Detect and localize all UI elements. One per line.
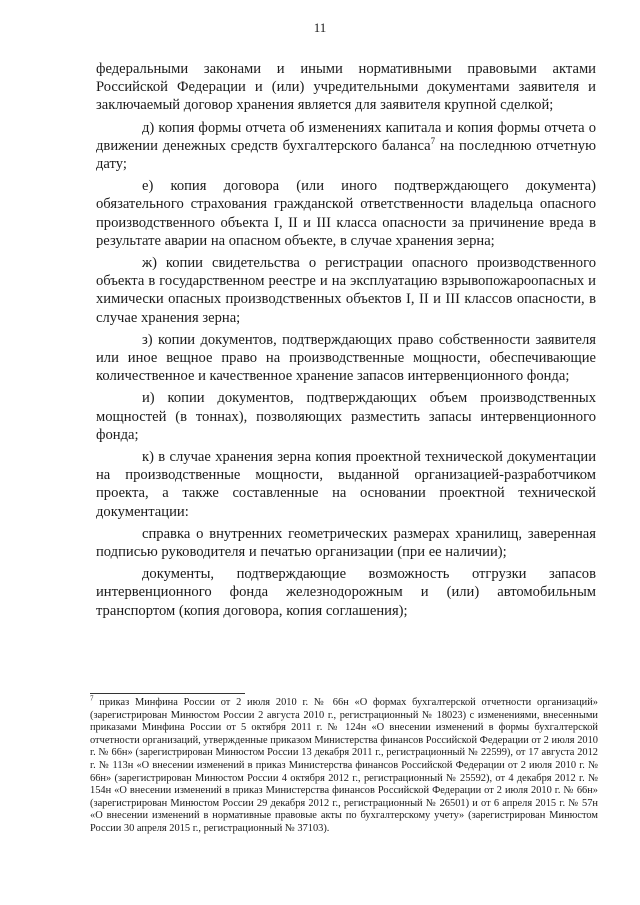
footnote-marker: 7 <box>90 694 94 703</box>
footnote-divider <box>90 693 245 694</box>
paragraph-subitem-spravka: справка о внутренних геометрических размерах хранилищ, заверенная подписью руководителя и печатью организации (при ее наличии); <box>96 525 596 561</box>
paragraph-item-k: к) в случае хранения зерна копия проектной технической документации на производственные мощности, выданной организацией-разработчиком проекта, а также составленные на основании проектной технической документации: <box>96 449 596 520</box>
footnote-text: приказ Минфина России от 2 июля 2010 г. № 66н «О формах бухгалтерской отчетности организаций» (зарегистрирован Минюстом России 2 августа 2010 г., регистрационный № 18023) с изменениями, внесенными приказами Минфина России от 5 октября 2011 г. № 124н «О внесении изменений в формы бухгалтерской отчетности организаций, утвержденные приказом Министерства финансов Российской Федерации от 2 июля 2010 г. № 66н» (зарегистрирован Минюстом России 13 декабря 2011 г., регистрационный № 22599), от 17 августа 2012 г. № 113н «О внесении изменений в приказ Министерства финансов Российской Федерации от 2 июля 2010 г. № 66н» (зарегистрирован Минюстом России 4 октября 2012 г., регистрационный № 25592), от 4 декабря 2012 г. № 154н «О внесении изменений в приказ Министерства финансов Российской Федерации от 2 июля 2010 г. № 66н» (зарегистрирован Минюстом России 29 декабря 2012 г., регистрационный № 26501) и от 6 апреля 2015 г. № 57н «О внесении изменений в нормативные правовые акты по бухгалтерскому учету» (зарегистрирован Минюстом России 30 апреля 2015 г., регистрационный № 37103). <box>90 697 598 834</box>
paragraph-subitem-dokumenty: документы, подтверждающие возможность отгрузки запасов интервенционного фонда железнодорожным и (или) автомобильным транспортом (копия договора, копия соглашения); <box>96 566 596 619</box>
paragraph-item-d-text: д) копия формы отчета об изменениях капитала и копия формы отчета о движении денежных средств бухгалтерского баланса <box>96 119 596 154</box>
body-text <box>96 60 596 624</box>
page-number: 11 <box>313 20 327 35</box>
paragraph-item-d-text-after: на последнюю отчетную дату; <box>96 137 596 173</box>
paragraph-item-i: и) копии документов, подтверждающих объем производственных мощностей (в тоннах), позволяющих разместить запасы интервенционного фонда; <box>96 390 596 443</box>
paragraph-continuation: федеральными законами и иными нормативными правовыми актами Российской Федерации и (или) учредительными документами заявителя и заключаемый договор хранения является для заявителя крупной сделкой; <box>96 61 596 114</box>
paragraph-item-e: е) копия договора (или иного подтверждающего документа) обязательного страхования гражданской ответственности владельца опасного производственного объекта I, II и III класса опасности за причинение вреда в результате аварии на опасном объекте, в случае хранения зерна; <box>96 178 596 249</box>
footnote-ref-7: 7 <box>430 135 436 146</box>
footnote <box>90 694 598 836</box>
paragraph-item-z: з) копии документов, подтверждающих право собственности заявителя или иное вещное право на производственные мощности, обеспечивающие количественное и качественное хранение запасов интервенционного фонда; <box>96 331 596 385</box>
paragraph-item-zh: ж) копии свидетельства о регистрации опасного производственного объекта в государственном реестре и на эксплуатацию взрывопожароопасных и химически опасных производственных объектов I, II и III классов опасности, в случае хранения зерна; <box>96 255 596 326</box>
paragraph-item-d <box>96 119 596 174</box>
